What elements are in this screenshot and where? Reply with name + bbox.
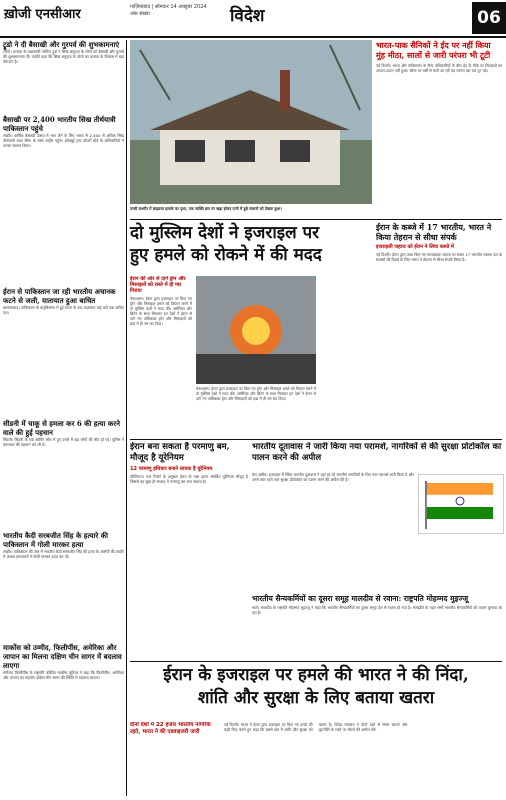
flood-photo (130, 40, 372, 204)
page-number: 06 (472, 2, 506, 34)
nuke-story (130, 442, 248, 658)
missile-photo-caption: येरूशलम। ईरान द्वारा इजराइल पर किए गए ड्रोन और मिसाइल हमले को विफल करने में दो मुस्लिम देशों ने मदद की। अमेरिका और ब्रिटेन के साथ मिलकर इन देशों ने ईरान से दागे गए अधिकांश ड्रोन और मिसाइलों को हवा में ही नष्ट कर दिया। (196, 386, 316, 401)
bottom-deck-col (130, 722, 220, 796)
advisory-headline: भारतीय दूतावास ने जारी किया नया परामर्श, नागरिकों से की सुरक्षा प्रोटोकॉल का पालन करने की अपील (252, 442, 502, 463)
india-flag-photo (418, 474, 504, 534)
iran-indians-body: नई दिल्ली। ईरान द्वारा जब्त किए गए मालवाहक जहाज पर सवार 17 भारतीय चालक दल के सदस्यों की रिहाई के लिए भारत ने तेहरान से सीधा संपर्क किया है। (376, 252, 502, 262)
flood-photo-caption: उत्तरी कश्मीर में बाढ़ग्रस्त इलाके का दृश्य, एक व्यक्ति छत पर खड़ा होकर पानी में डूबे मकानों को देखता हुआ। (130, 206, 282, 211)
maldives-headline: भारतीय सैन्यकर्मियों का दूसरा समूह मालदीव से रवाना: राष्ट्रपति मोहम्मद मुइज्जू (252, 594, 469, 603)
left-column (3, 40, 124, 796)
main-headline-line1: दो मुस्लिम देशों ने इजराइल पर (130, 223, 320, 243)
bottom-headline-block (130, 664, 502, 720)
iran-indians-headline: ईरान के कब्जे में 17 भारतीय, भारत ने किया तेहरान से सीधा संपर्क (376, 222, 492, 242)
story-pakistan-body: इस्लामाबाद। पाकिस्तान के बलूचिस्तान में हुई घटना के बाद यातायात कई घंटों तक बाधित रहा। (3, 305, 124, 315)
bottom-deck: दोनों देशों में 22 हजार भारतीय नागरिक रहते, भारत ने की एडवाइजरी जारी (130, 722, 211, 735)
story-pilgrims-body: लाहौर। वार्षिक बैसाखी उत्सव में भाग लेने के लिए भारत से 2,400 से अधिक सिख तीर्थयात्री वाघा सीमा के रास्ते लाहौर पहुंचे। इवैक्यूई ट्रस्ट प्रॉपर्टी बोर्ड के अधिकारियों ने उनका स्वागत किया। (3, 133, 124, 148)
story-pakistan-headline: ईरान से पाकिस्तान जा रही भारतीय अचानक फटने से जली, यातायात हुआ बाधित (3, 287, 116, 305)
section-title: विदेश (230, 6, 265, 26)
main-body: येरूशलम। ईरान द्वारा इजराइल पर किए गए ड्रोन और मिसाइल हमले को विफल करने में दो मुस्लिम देशों ने मदद की। अमेरिका और ब्रिटेन के साथ मिलकर इन देशों ने ईरान से दागे गए अधिकांश ड्रोन और मिसाइलों को हवा में ही नष्ट कर दिया। (130, 296, 192, 326)
right-mid-story (376, 222, 502, 436)
story-pilgrims-headline: बैसाखी पर 2,400 भारतीय सिख तीर्थयात्री पाकिस्तान पहुंचे (3, 115, 116, 133)
india-flag-icon (419, 475, 503, 533)
story-trudeau-body: टोरंटो। कनाडा के प्रधानमंत्री जस्टिन ट्रूडो ने सिख समुदाय के लोगों को बैसाखी और गुरपर्व की शुभकामनाएं दीं। उन्होंने कहा कि सिख समुदाय के लोगों का कनाडा के विकास में बड़ा योगदान है। (3, 49, 124, 64)
story-sarabjit-body: लाहौर। पाकिस्तान की जेल में भारतीय कैदी सरबजीत सिंह की हत्या के आरोपी की लाहौर में अज्ञात हमलावरों ने गोली मारकर हत्या कर दी। (3, 549, 124, 559)
bottom-headline-line1: ईरान के इजराइल पर हमले की भारत ने की निंदा, (163, 665, 469, 685)
missile-photo-illustration (196, 276, 316, 384)
indo-pak-body: नई दिल्ली। भारत और पाकिस्तान के सैन्य अधिकारियों के बीच ईद के मौके पर मिठाइयों का आदान-प्रदान नहीं हुआ। सीमा पर वर्षों से चली आ रही यह परंपरा इस बार टूट गई। (376, 63, 502, 73)
story-sarabjit-headline: भारतीय कैदी सरबजीत सिंह के हत्यारे की पाकिस्तान में गोली मारकर हत्या (3, 531, 108, 549)
advisory-body: तेल अवीव। इजराइल में स्थित भारतीय दूतावास ने वहां रह रहे भारतीय नागरिकों के लिए नया परामर्श जारी किया है और उनसे शांत रहने तथा सुरक्षा प्रोटोकॉल का पालन करने की अपील की है। (252, 472, 414, 482)
nuke-body: वॉशिंगटन। एक रिपोर्ट के अनुसार ईरान के पास इतना संवर्धित यूरेनियम मौजूद है जिससे वह कुछ ही सप्ताह में परमाणु बम बना सकता है। (130, 474, 248, 484)
masthead-meta (130, 4, 207, 18)
bottom-body: नई दिल्ली। भारत ने ईरान द्वारा इजराइल पर किए गए हमले की कड़ी निंदा करते हुए कहा कि इससे क्षेत्र में शांति और सुरक्षा को खतरा है। विदेश मंत्रालय ने दोनों देशों से संयम बरतने और कूटनीति के रास्ते पर लौटने की अपील की। (224, 722, 408, 732)
masthead-date: गाज़ियाबाद | सोमवार 14 अक्टूबर 2024 (130, 4, 207, 10)
iran-indians-deck: इजराइली जहाज को ईरान ने लिया कब्जे में (376, 244, 454, 250)
main-deck: ईरान की ओर से दागे ड्रोन और मिसाइलों को रास्ते में ही मार गिराया (130, 276, 186, 294)
column-rule (126, 40, 127, 796)
section-rule (130, 219, 502, 220)
bottom-headline-line2: शांति और सुरक्षा के लिए बताया खतरा (197, 688, 435, 708)
nuke-headline: ईरान बना सकता है परमाणु बम, मौजूद है यूरेनियम (130, 442, 230, 463)
story-marcos-headline: मार्कोस को उम्मीद, फिलीपींस, अमेरिका और जापान का मिलना दक्षिण चीन सागर में बदलाव लाएगा (3, 643, 122, 670)
story-sydney-body: सिडनी। सिडनी के एक शॉपिंग मॉल में हुए हमले में छह लोगों की मौत हो गई। पुलिस ने हमलावर की पहचान कर ली है। (3, 437, 124, 447)
main-headline-line2: हुए हमले को रोकने में की मदद (130, 245, 322, 265)
right-top-story (376, 40, 502, 218)
nuke-deck: 12 परमाणु हथियार बनाने लायक है यूरेनियम (130, 466, 213, 472)
section-rule-3 (130, 661, 502, 662)
masthead-issue: अंक संख्या (130, 11, 150, 17)
section-rule-2 (130, 439, 502, 440)
story-trudeau-headline: ट्रूडो ने दी बैसाखी और गुरपर्व की शुभकामनाएं (3, 40, 120, 49)
newspaper-brand: ख़ोजी एनसीआर (4, 7, 81, 22)
masthead (0, 0, 506, 38)
maldives-body: माले। मालदीव के राष्ट्रपति मोहम्मद मुइज्जू ने कहा कि भारतीय सैन्यकर्मियों का दूसरा समूह देश से रवाना हो गया है। समझौते के तहत सभी भारतीय सैन्यकर्मियों को वापस बुलाया जा रहा है। (252, 605, 502, 615)
indo-pak-headline: भारत-पाक सैनिकों ने ईद पर नहीं किया मुंह मीठा, सालों से जारी परंपरा भी टूटी (376, 40, 491, 60)
main-headline-block (130, 222, 372, 274)
story-sydney-headline: सीडनी में चाकू से हमला कर 6 की हत्या करने वाले की हुई पहचान (3, 419, 120, 437)
missile-photo (196, 276, 316, 384)
flood-photo-illustration (130, 40, 372, 204)
maldives-story (252, 594, 502, 658)
main-story-col1 (130, 276, 192, 436)
story-marcos-body: मनीला। फिलीपींस के राष्ट्रपति फर्डिनेंड मार्कोस जूनियर ने कहा कि फिलीपींस, अमेरिका और जापान का सहयोग दक्षिण चीन सागर की स्थिति में बदलाव लाएगा। (3, 670, 124, 680)
